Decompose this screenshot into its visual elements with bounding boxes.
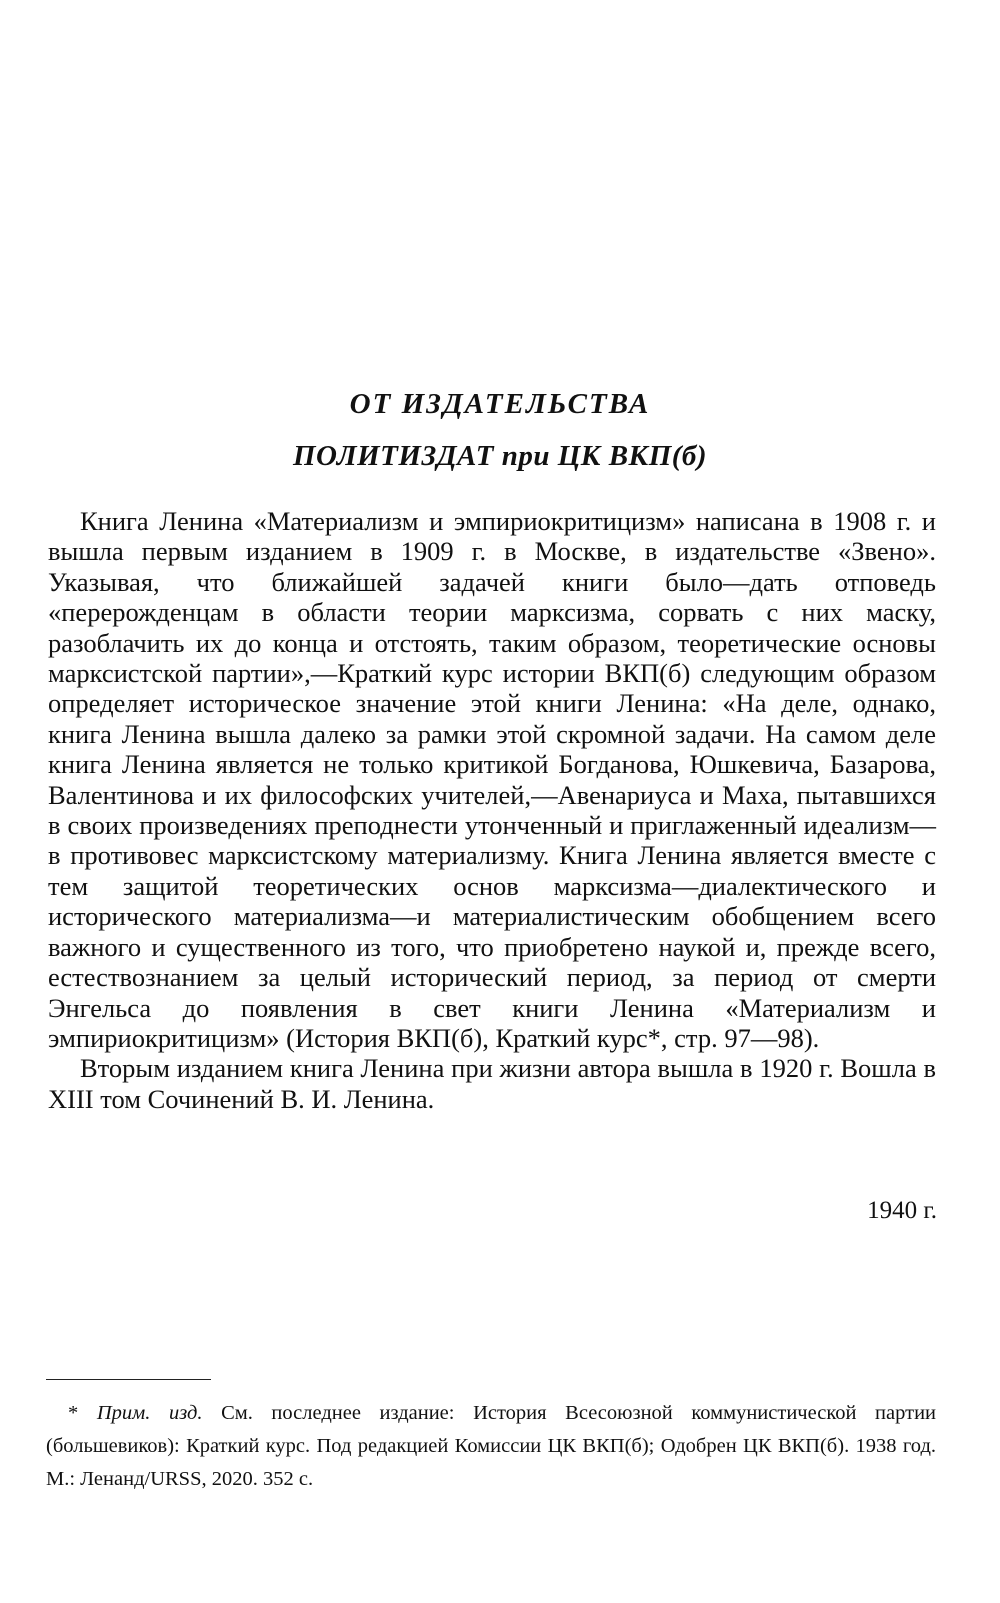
footnote-divider (46, 1379, 211, 1380)
footnote (46, 1397, 936, 1496)
body-text (48, 506, 936, 1114)
publication-date: 1940 г. (867, 1197, 937, 1224)
footnote-marker: * (68, 1402, 79, 1424)
footnote-text: См. последнее издание: История Всесоюзной коммунистической партии (большевиков): Краткий курс. Под редакцией Комиссии ЦК ВКП(б); Одобрен ЦК ВКП(б). 1938 год. М.: Ленанд/URSS, 2020. 352 с. (46, 1402, 937, 1490)
paragraph-1: Книга Ленина «Материализм и эмпириокритицизм» написана в 1908 г. и вышла первым изданием в 1909 г. в Москве, в издательстве «Звено». Указывая, что ближайшей задачей книги было—дать отповедь «перерожденцам в области теории марксизма, сорвать с них маску, разоблачить их до конца и отстоять, таким образом, теоретические основы марксистской партии»,—Краткий курс истории ВКП(б) следующим образом определяет историческое значение этой книги Ленина: «На деле, однако, книга Ленина вышла далеко за рамки этой скромной задачи. На самом деле книга Ленина является не только критикой Богданова, Юшкевича, Базарова, Валентинова и их философских учителей,—Авенариуса и Маха, пытавшихся в своих произведениях преподнести утонченный и приглаженный идеализм—в противовес марксистскому материализму. Книга Ленина является вместе с тем защитой теоретических основ марксизма—диалектического и исторического материализма—и материалистическим обобщением всего важного и существенного из того, что приобретено наукой и, прежде всего, естествознанием за целый исторический период, за период от смерти Энгельса до появления в свет книги Ленина «Материализм и эмпириокритицизм» (История ВКП(б), Краткий курс*, стр. 97—98). (48, 506, 936, 1053)
paragraph-2: Вторым изданием книга Ленина при жизни автора вышла в 1920 г. Вошла в XIII том Сочинений В. И. Ленина. (48, 1053, 936, 1114)
publisher-subtitle: ПОЛИТИЗДАТ при ЦК ВКП(б) (292, 440, 708, 472)
page-title: ОТ ИЗДАТЕЛЬСТВА (349, 388, 651, 420)
footnote-label: Прим. изд. (96, 1402, 203, 1424)
